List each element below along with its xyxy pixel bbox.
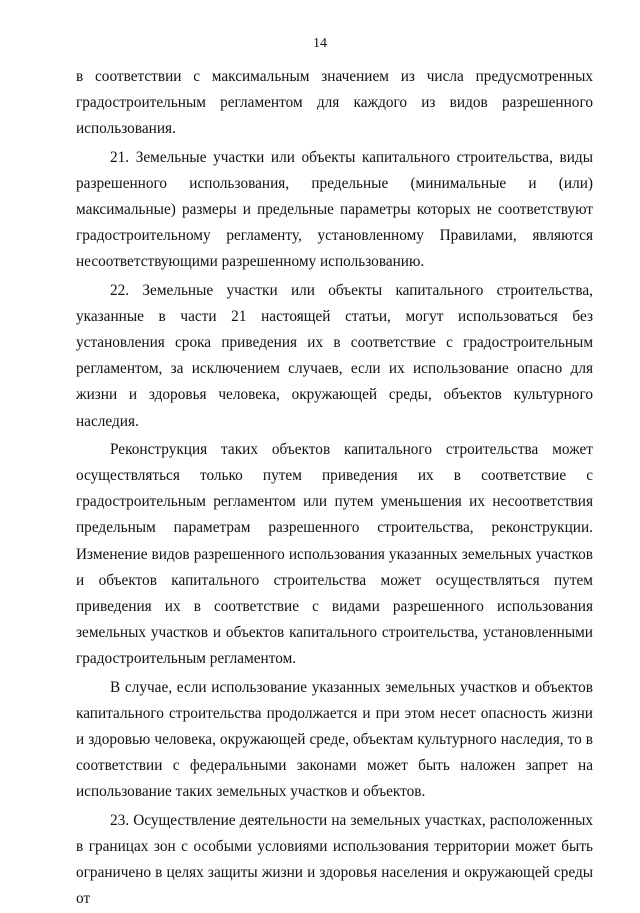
paragraph-hazard-case: В случае, если использование указанных земельных участков и объектов капитального строительства продолжается и при этом несет опасность жизни и здоровью человека, окружающей среде, объектам культурного наследия, то в соответствии с федеральными законами может быть наложен запрет на использование таких земельных участков и объектов.: [76, 678, 593, 801]
paragraph-item-21: 21. Земельные участки или объекты капитального строительства, виды разрешенного использования, предельные (минимальные и (или) максимальные) размеры и предельные параметры которых не соответствуют градостроительному регламенту, установленному Правилами, являются несоответствующими разрешенному использованию.: [76, 148, 593, 271]
paragraph-continuation: в соответствии с максимальным значением из числа предусмотренных градостроительным регламентом для каждого из видов разрешенного использования.: [76, 68, 593, 138]
page-number: 14: [313, 36, 327, 51]
paragraph-reconstruction: Реконструкция таких объектов капитального строительства может осуществляться только путем приведения их в соответствие с градостроительным регламентом или путем уменьшения их несоответствия предельным параметрам разрешенного строительства, реконструкции. Изменение видов разрешенного использования указанных земельных участков и объектов капитального строительства может осуществляться путем приведения их в соответствие с видами разрешенного использования земельных участков и объектов капитального строительства, установленными градостроительным регламентом.: [76, 440, 593, 668]
document-body: [76, 64, 593, 913]
paragraph-item-22: 22. Земельные участки или объекты капитального строительства, указанные в части 21 настоящей статьи, могут использоваться без установления срока приведения их в соответствие с градостроительным регламентом, за исключением случаев, если их использование опасно для жизни и здоровья человека, окружающей среды, объектов культурного наследия.: [76, 281, 593, 430]
paragraph-item-23: 23. Осуществление деятельности на земельных участках, расположенных в границах зон с особыми условиями использования территории может быть ограничено в целях защиты жизни и здоровья населения и окружающей среды от: [76, 811, 593, 908]
